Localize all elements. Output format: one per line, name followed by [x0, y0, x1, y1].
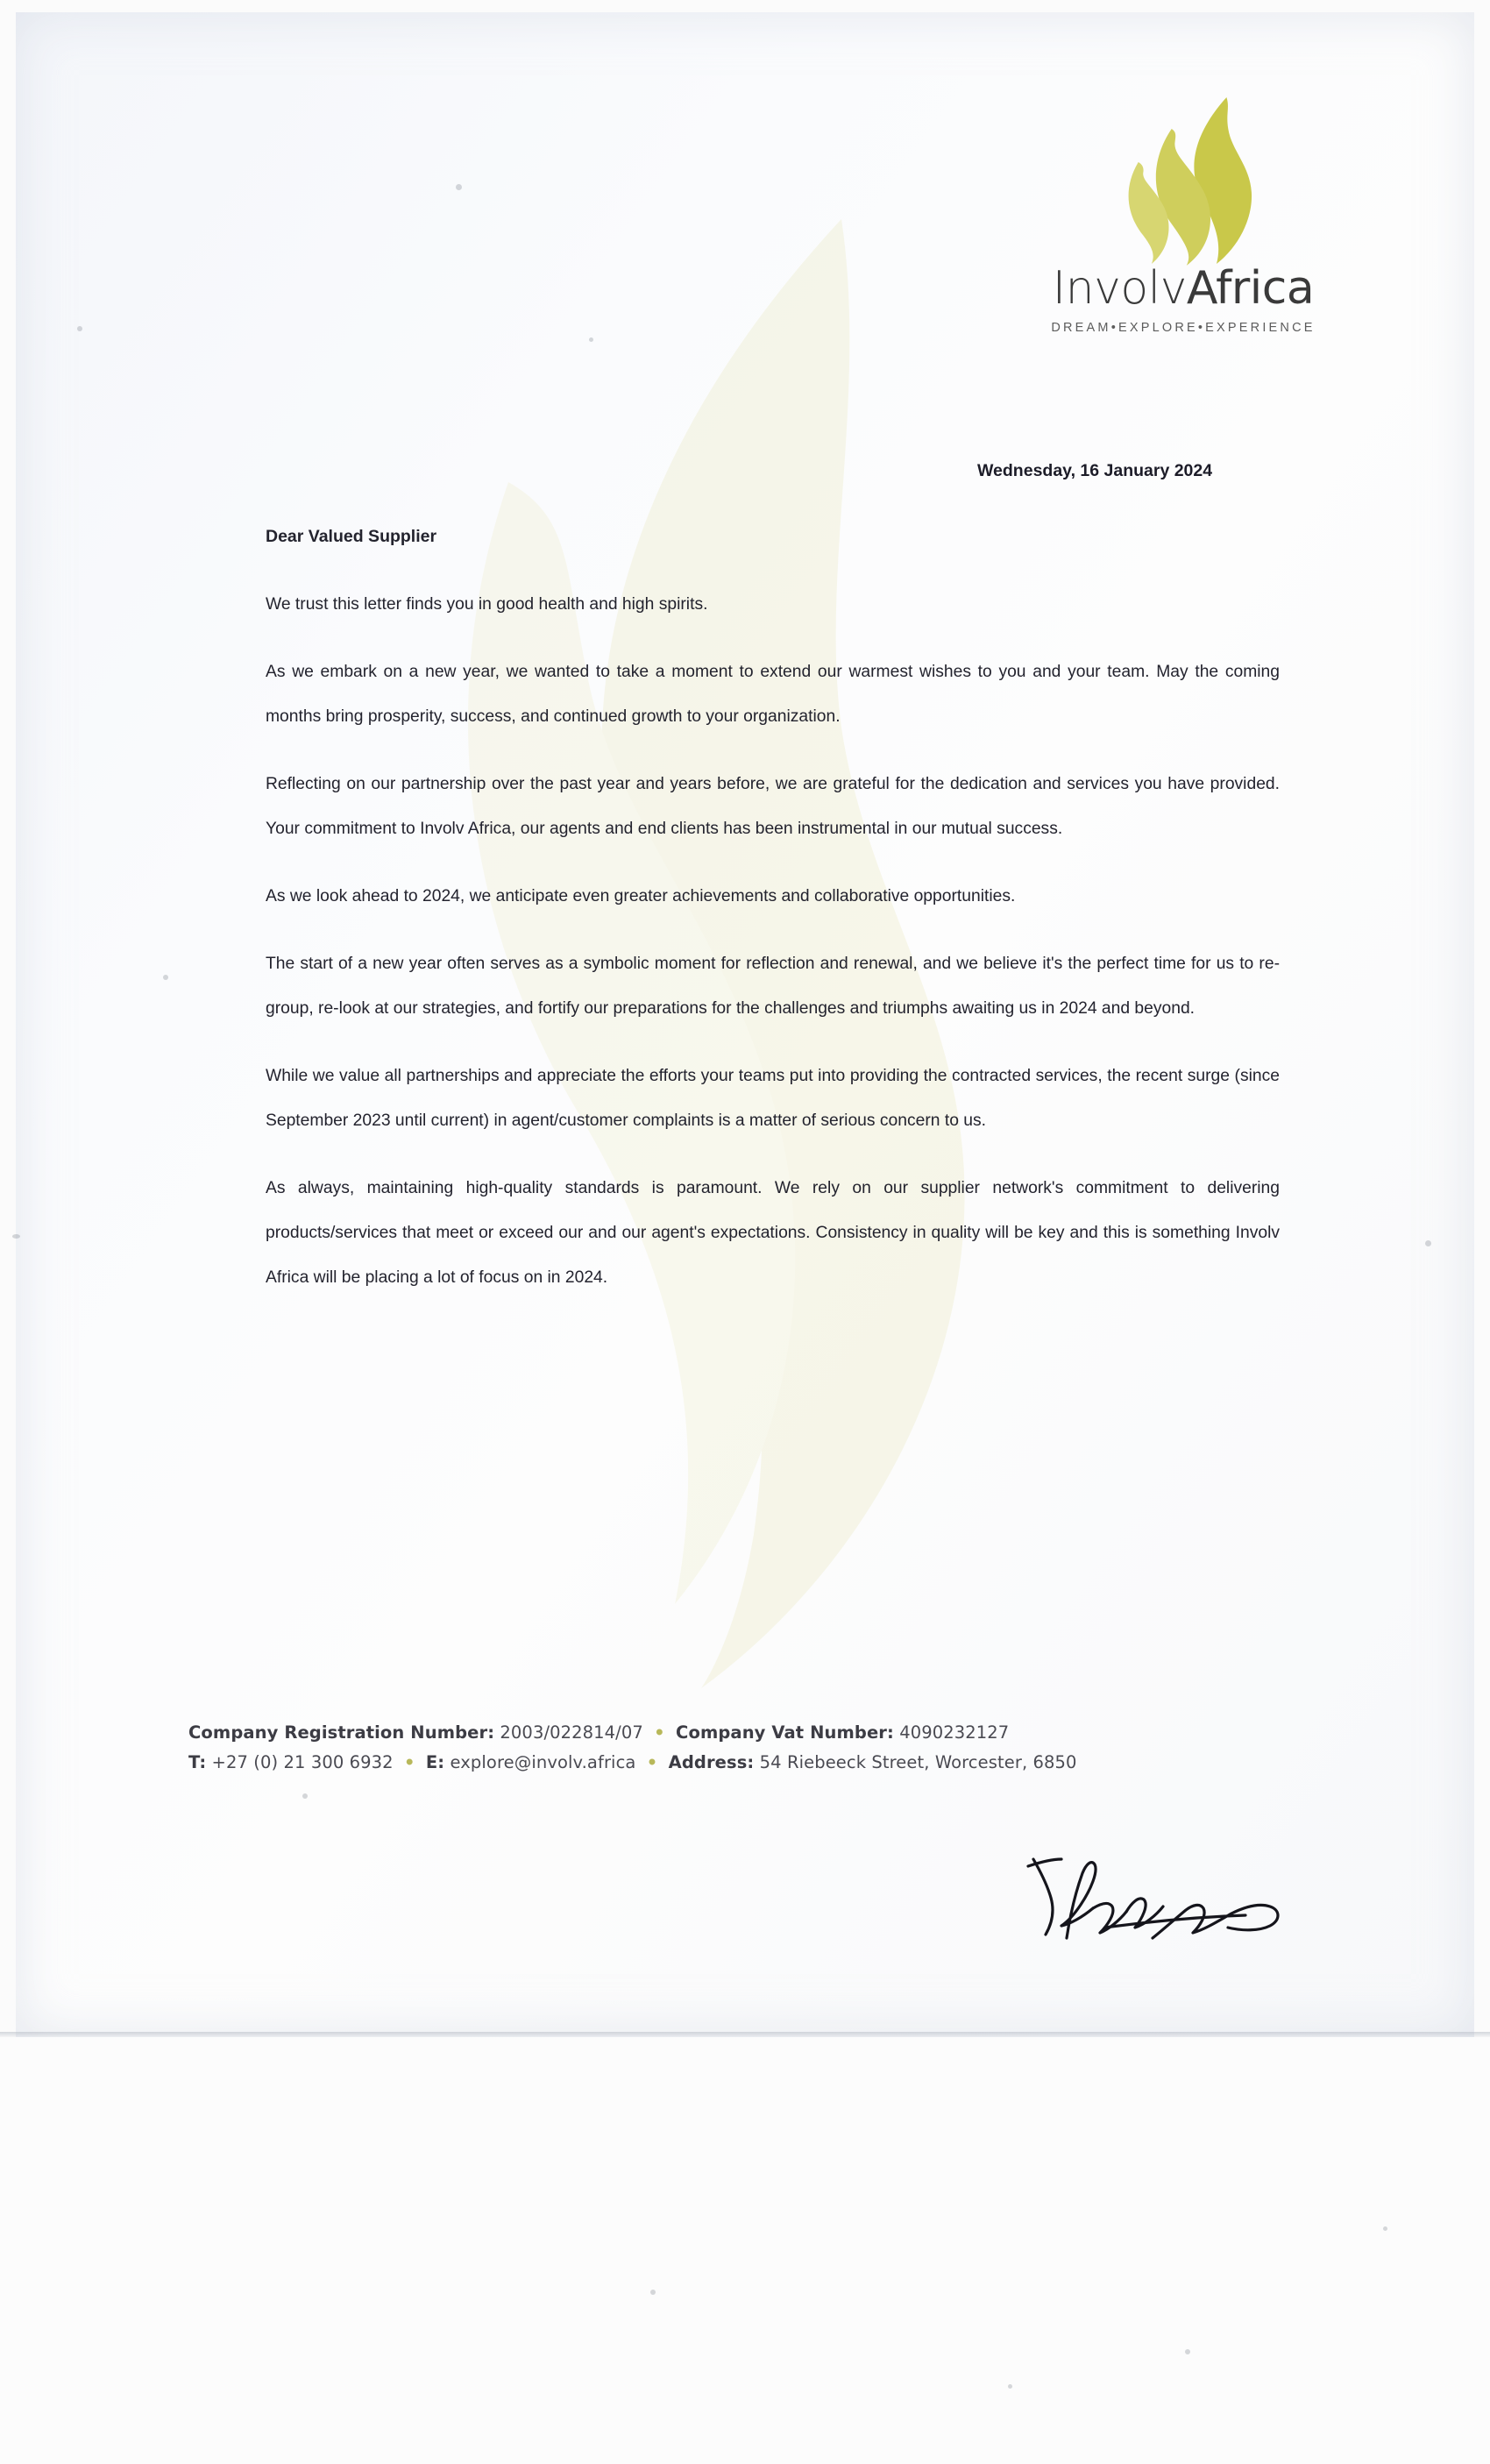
scan-speckle — [12, 1234, 20, 1239]
footer-vat-label: Company Vat Number: — [676, 1722, 894, 1743]
footer-reg-value: 2003/022814/07 — [500, 1722, 643, 1743]
scan-speckle — [302, 1793, 308, 1799]
footer-separator-icon: • — [646, 1752, 658, 1772]
footer-separator-icon: • — [654, 1722, 665, 1743]
scan-speckle — [456, 184, 462, 190]
letter-paragraph: Reflecting on our partnership over the past year and years before, we are grateful for the dedication and services you have provided. Your commitment to Involv Africa, our agents and end clients has been instrumental in our mutual success. — [266, 775, 1280, 838]
scan-speckle — [1185, 2349, 1190, 2354]
scan-speckle — [1008, 2384, 1012, 2389]
footer-email-value: explore@involv.africa — [450, 1752, 636, 1772]
scan-speckle — [650, 2290, 656, 2295]
letter-paragraph: As we look ahead to 2024, we anticipate even greater achievements and collaborative opportunities. — [266, 887, 1016, 905]
footer-address-label: Address: — [668, 1752, 755, 1772]
brand-tagline: DREAM•EXPLORE•EXPERIENCE — [1051, 321, 1316, 335]
footer-reg-label: Company Registration Number: — [188, 1722, 495, 1743]
letter-salutation: Dear Valued Supplier — [266, 527, 437, 546]
letter-paragraph: As we embark on a new year, we wanted to take a moment to extend our warmest wishes to you and your team. May the coming months bring prosperity, success, and continued growth to your organization. — [266, 663, 1280, 726]
letter-paragraph: We trust this letter finds you in good health and high spirits. — [266, 595, 708, 614]
brand-wordmark — [1008, 262, 1359, 315]
scan-background-below-paper — [0, 2037, 1490, 2464]
footer-line-registration — [188, 1718, 1363, 1748]
letter-body — [266, 515, 1280, 1323]
brand-logo — [1008, 92, 1359, 335]
footer-address-value: 54 Riebeeck Street, Worcester, 6850 — [759, 1752, 1077, 1772]
footer-phone-label: T: — [188, 1752, 207, 1772]
footer-vat-value: 4090232127 — [899, 1722, 1010, 1743]
footer-email-label: E: — [425, 1752, 445, 1772]
scan-speckle — [1383, 2226, 1387, 2231]
letter-date: Wednesday, 16 January 2024 — [977, 461, 1213, 480]
footer-line-contact — [188, 1748, 1363, 1778]
letter-footer — [188, 1718, 1363, 1778]
letter-paragraph: As always, maintaining high-quality standards is paramount. We rely on our supplier network's commitment to delivering products/services that meet or exceed our and our agent's expectations. Consistency in quality will be key and this is something Involv Africa will be placing a lot of focus on in 2024. — [266, 1179, 1280, 1287]
letter-paragraph: While we value all partnerships and appreciate the efforts your teams put into providing the contracted services, the recent surge (since September 2023 until current) in agent/customer complaints is a matter of serious concern to us. — [266, 1067, 1280, 1130]
scan-speckle — [589, 337, 593, 342]
handwritten-signature — [1021, 1854, 1310, 1963]
scan-speckle — [77, 326, 82, 331]
brand-name-part1: Involv — [1052, 262, 1187, 315]
brand-name-part2: Africa — [1186, 262, 1315, 315]
scan-speckle — [163, 975, 168, 980]
letter-paragraph: The start of a new year often serves as a symbolic moment for reflection and renewal, and we believe it's the perfect time for us to re-group, re-look at our strategies, and fortify our preparations for the challenges and triumphs awaiting us in 2024 and beyond. — [266, 955, 1280, 1018]
flame-icon — [1100, 92, 1266, 267]
scan-speckle — [1425, 1240, 1431, 1246]
footer-separator-icon: • — [404, 1752, 415, 1772]
footer-phone-value: +27 (0) 21 300 6932 — [211, 1752, 394, 1772]
